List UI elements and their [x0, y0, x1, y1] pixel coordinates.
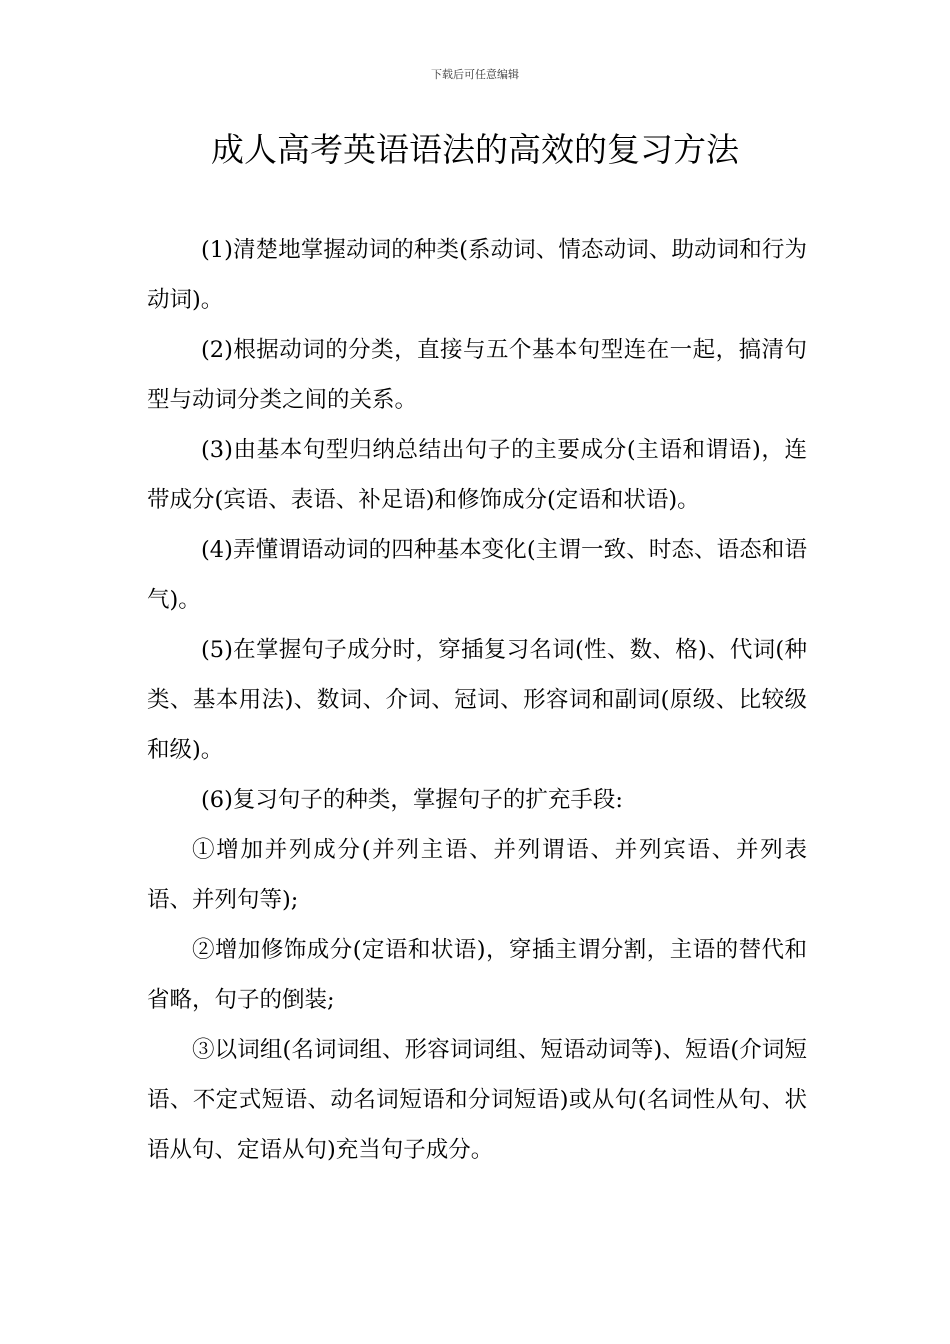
paragraph-6-item-2: ②增加修饰成分(定语和状语)，穿插主谓分割，主语的替代和省略，句子的倒装; [147, 937, 807, 1013]
paragraph-4: (4)弄懂谓语动词的四种基本变化(主谓一致、时态、语态和语气)。 [147, 537, 807, 613]
paragraph-6-item-3: ③以词组(名词词组、形容词词组、短语动词等)、短语(介词短语、不定式短语、动名词短语和分词短语)或从句(名词性从句、状语从句、定语从句)充当句子成分。 [147, 1037, 807, 1163]
paragraph-2: (2)根据动词的分类，直接与五个基本句型连在一起，搞清句型与动词分类之间的关系。 [147, 337, 807, 413]
paragraph-6-item-1: ①增加并列成分(并列主语、并列谓语、并列宾语、并列表语、并列句等); [147, 837, 807, 913]
document-body [147, 225, 807, 1175]
paragraph-3: (3)由基本句型归纳总结出句子的主要成分(主语和谓语)，连带成分(宾语、表语、补足语)和修饰成分(定语和状语)。 [147, 437, 807, 513]
paragraph-6: (6)复习句子的种类，掌握句子的扩充手段: [201, 787, 623, 813]
page-header-note: 下载后可任意编辑 [431, 68, 519, 81]
document-title: 成人高考英语语法的高效的复习方法 [211, 130, 739, 169]
paragraph-1: (1)清楚地掌握动词的种类(系动词、情态动词、助动词和行为动词)。 [147, 237, 807, 313]
paragraph-5: (5)在掌握句子成分时，穿插复习名词(性、数、格)、代词(种类、基本用法)、数词、介词、冠词、形容词和副词(原级、比较级和级)。 [147, 637, 807, 763]
